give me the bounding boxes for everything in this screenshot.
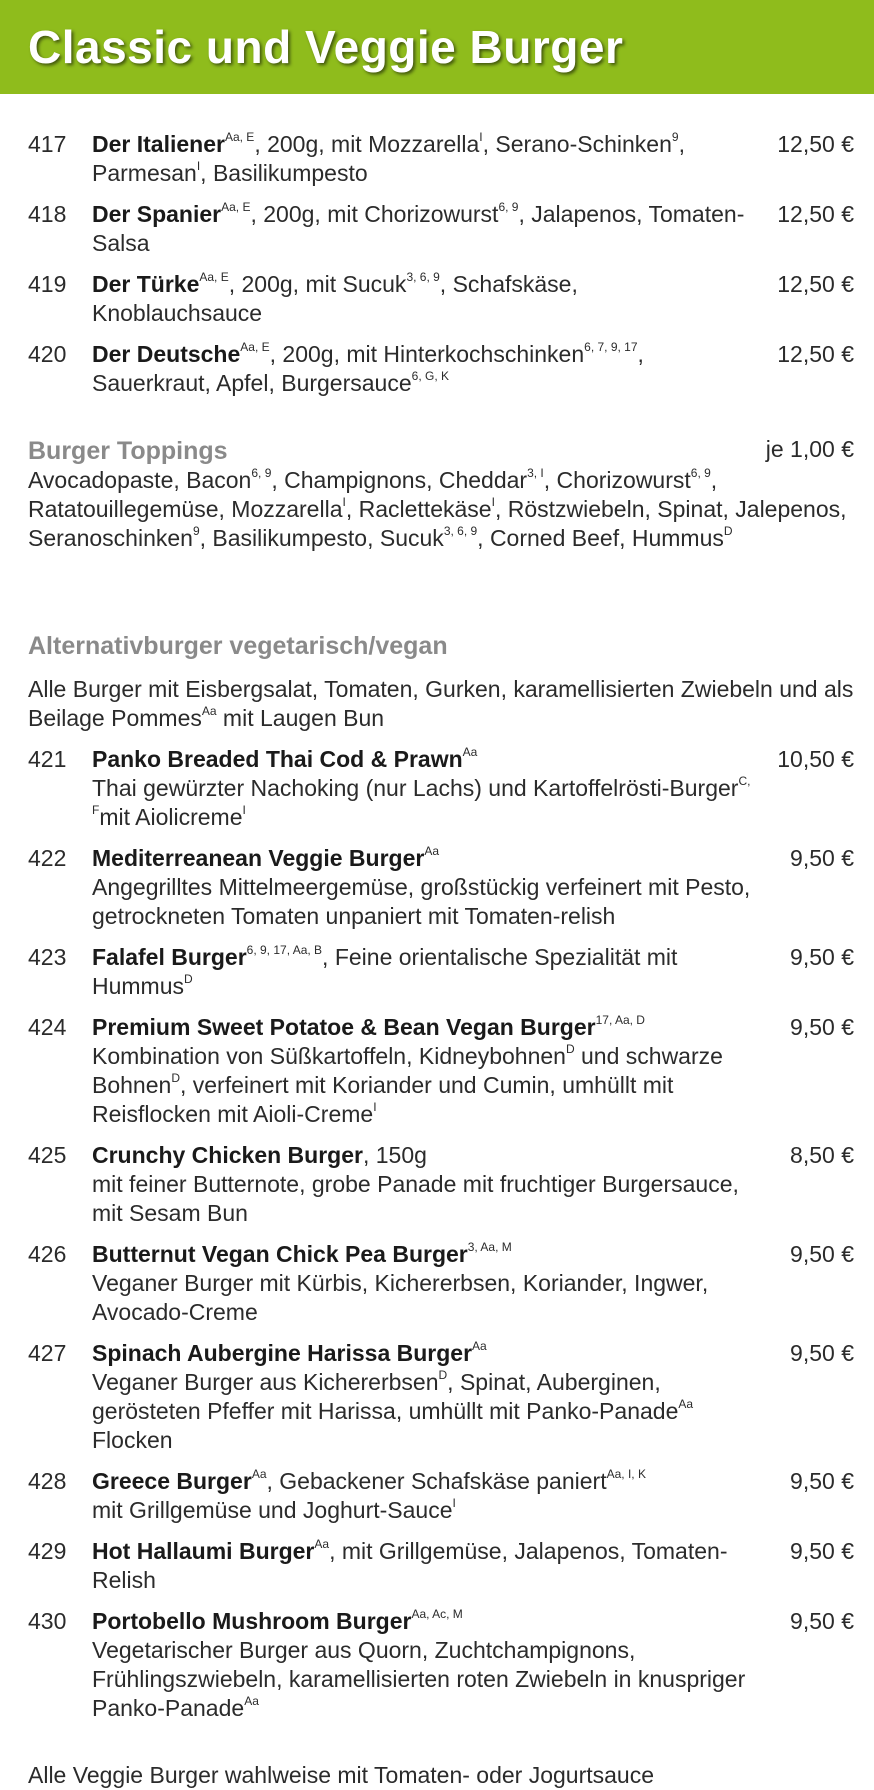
item-price: 10,50 € (777, 746, 854, 772)
item-name: Der Deutsche (92, 341, 241, 367)
text-fragment: Veganer Burger aus Kichererbsen (92, 1369, 439, 1395)
text-fragment: , Chorizowurst (543, 467, 691, 493)
allergen-marker: Aa, Ac, M (411, 1607, 463, 1622)
veggie-title: Alternativburger vegetarisch/vegan (28, 632, 448, 660)
item-description (92, 745, 754, 832)
allergen-marker: Aa, E (221, 200, 251, 215)
item-name: Crunchy Chicken Burger (92, 1142, 363, 1168)
allergen-marker: Aa (244, 1694, 259, 1709)
text-fragment: , Corned Beef, Hummus (477, 525, 724, 551)
text-fragment: , Sauerkraut, Apfel, Burgersauce (92, 341, 644, 396)
allergen-marker: I (452, 1496, 456, 1511)
allergen-marker: Aa, E (240, 340, 270, 355)
text-fragment: , Spinat, Auberginen, gerösteten Pfeffer mit Harissa, umhüllt mit Panko-Panade (92, 1369, 679, 1424)
item-description (92, 200, 754, 258)
page-title: Classic und Veggie Burger (28, 21, 624, 73)
allergen-marker: 9 (671, 130, 679, 145)
item-name: Hot Hallaumi Burger (92, 1538, 315, 1564)
text-fragment: , mit Grillgemüse, Jalapenos, Tomaten-Relish (92, 1538, 728, 1593)
text-fragment: Thai gewürzter Nachoking (nur Lachs) und Kartoffelrösti-Burger (92, 775, 739, 801)
text-fragment: mit Grillgemüse und Joghurt-Sauce (92, 1497, 453, 1523)
text-fragment: , Schafskäse, Knoblauchsauce (92, 271, 578, 326)
menu-item (28, 1339, 854, 1455)
allergen-marker: Aa (462, 745, 478, 760)
menu-content (28, 130, 854, 1790)
item-price: 12,50 € (777, 131, 854, 157)
menu-item (28, 745, 854, 832)
veggie-burger-list (28, 745, 854, 1723)
text-fragment: , 200g, mit Chorizowurst (250, 201, 499, 227)
item-number: 427 (28, 1340, 67, 1366)
item-price: 9,50 € (790, 1241, 854, 1267)
allergen-marker: D (723, 524, 733, 539)
allergen-marker: C, F (92, 774, 751, 818)
item-number: 429 (28, 1538, 67, 1564)
allergen-marker: 6, 9 (251, 466, 272, 481)
text-fragment: , Raclettekäse (345, 496, 492, 522)
item-description (92, 1607, 754, 1723)
item-description (92, 1339, 754, 1455)
allergen-marker: I (479, 130, 483, 145)
item-price: 9,50 € (790, 1014, 854, 1040)
text-fragment: Kombination von Süßkartoffeln, Kidneybohnen (92, 1043, 566, 1069)
menu-item (28, 200, 854, 258)
menu-item (28, 130, 854, 188)
text-fragment: , Champignons, Cheddar (271, 467, 528, 493)
allergen-marker: D (184, 972, 193, 987)
item-name: Premium Sweet Potatoe & Bean Vegan Burger (92, 1014, 596, 1040)
allergen-marker: 6, 9 (498, 200, 519, 215)
menu-item (28, 943, 854, 1001)
text-fragment: Vegetarischer Burger aus Quorn, Zuchtchampignons, Frühlingszwiebeln, karamellisierten roten Zwiebeln in knuspriger Panko-Panade (92, 1637, 746, 1721)
item-description (92, 130, 754, 188)
text-fragment: , Röstzwiebeln, Spinat, Jalepenos, Seranoschinken (28, 496, 847, 551)
allergen-marker: 3, I (527, 466, 544, 481)
item-price: 9,50 € (790, 845, 854, 871)
item-price: 9,50 € (790, 1538, 854, 1564)
item-number: 419 (28, 271, 67, 297)
item-number: 430 (28, 1608, 67, 1634)
text-fragment: , Basilikumpesto (200, 160, 368, 186)
item-price: 8,50 € (790, 1142, 854, 1168)
item-name: Portobello Mushroom Burger (92, 1608, 412, 1634)
item-name: Butternut Vegan Chick Pea Burger (92, 1241, 468, 1267)
item-name: Mediterreanean Veggie Burger (92, 845, 425, 871)
text-fragment: Alle Burger mit Eisbergsalat, Tomaten, Gurken, karamellisierten Zwiebeln und als Beilage Pommes (28, 676, 854, 731)
text-fragment: , verfeinert mit Koriander und Cumin, umhüllt mit Reisflocken mit Aioli-Creme (92, 1072, 674, 1127)
allergen-marker: I (196, 159, 201, 174)
veggie-section (28, 631, 854, 1723)
item-number: 428 (28, 1468, 67, 1494)
allergen-marker: 6, 7, 9, 17 (584, 340, 638, 355)
text-fragment: Angegrillt﻿es Mittelmeergemüse, großstückig verfeinert mit Pesto, getrockneten Tomaten unpaniert mit Tomaten-relish (92, 874, 751, 929)
allergen-marker: I (491, 495, 495, 510)
menu-item (28, 844, 854, 931)
menu-item (28, 1141, 854, 1228)
item-description (92, 844, 754, 931)
text-fragment: , Feine orientalische Spezialität mit Hummus (92, 944, 678, 999)
item-name: Spinach Aubergine Harissa Burger (92, 1340, 473, 1366)
item-name: Greece Burger (92, 1468, 252, 1494)
allergen-marker: 3, 6, 9 (406, 270, 440, 285)
item-price: 12,50 € (777, 271, 854, 297)
item-name: Der Spanier (92, 201, 222, 227)
item-number: 421 (28, 746, 67, 772)
menu-item (28, 1013, 854, 1129)
text-fragment: und schwarze Bohnen (92, 1043, 723, 1098)
item-number: 423 (28, 944, 67, 970)
toppings-title: Burger Toppings (28, 437, 228, 465)
text-fragment: Avocadopaste, Bacon (28, 467, 252, 493)
item-name: Der Italiener (92, 131, 225, 157)
item-name: Panko Breaded Thai Cod & Prawn (92, 746, 463, 772)
item-description (92, 340, 754, 398)
allergen-marker: Aa (472, 1339, 487, 1354)
text-fragment: mit Aiolicreme (99, 804, 243, 830)
allergen-marker: I (342, 495, 346, 510)
allergen-marker: D (171, 1071, 180, 1086)
allergen-marker: 17, Aa, D (595, 1013, 645, 1028)
text-fragment: , Gebackener Schafskäse paniert (266, 1468, 607, 1494)
allergen-marker: 6, G, K (411, 369, 449, 384)
allergen-marker: I (242, 803, 246, 818)
text-fragment: mit feiner Butternote, grobe Panade mit fruchtiger Burgersauce, mit Sesam Bun (92, 1171, 739, 1226)
menu-item (28, 340, 854, 398)
text-fragment: , Serano-Schinken (482, 131, 672, 157)
item-description (92, 270, 754, 328)
item-number: 420 (28, 341, 67, 367)
text-fragment: , 200g, mit Hinterkochschinken (269, 341, 585, 367)
menu-item (28, 1607, 854, 1723)
text-fragment: Flocken (92, 1427, 173, 1453)
allergen-marker: Aa (424, 844, 440, 859)
veggie-intro (28, 675, 854, 733)
classic-burger-list (28, 130, 854, 398)
menu-item (28, 1537, 854, 1595)
toppings-section (28, 436, 854, 553)
allergen-marker: 9 (192, 524, 200, 539)
footer-note: Alle Veggie Burger wahlweise mit Tomaten- oder Jogurtsauce (28, 1762, 655, 1788)
allergen-marker: Aa (314, 1537, 330, 1552)
item-number: 425 (28, 1142, 67, 1168)
allergen-marker: 6, 9 (690, 466, 711, 481)
allergen-marker: Aa, E (224, 130, 255, 145)
text-fragment: Veganer Burger mit Kürbis, Kichererbsen, Koriander, Ingwer, Avocado-Creme (92, 1270, 709, 1325)
item-description (92, 1013, 754, 1129)
item-price: 9,50 € (790, 944, 854, 970)
text-fragment: , Ratatouillegemüse, Mozzarella (28, 467, 718, 522)
text-fragment: , Basilikumpesto, Sucuk (199, 525, 444, 551)
text-fragment: mit Laugen Bun (216, 705, 385, 731)
item-description (92, 943, 754, 1001)
allergen-marker: Aa (201, 704, 217, 719)
item-number: 424 (28, 1014, 67, 1040)
menu-item (28, 1240, 854, 1327)
menu-item (28, 1467, 854, 1525)
item-price: 9,50 € (790, 1608, 854, 1634)
allergen-marker: Aa, I, K (606, 1467, 646, 1482)
item-number: 418 (28, 201, 67, 227)
item-description (92, 1467, 754, 1525)
allergen-marker: I (373, 1100, 377, 1115)
item-description (92, 1240, 754, 1327)
allergen-marker: D (438, 1368, 448, 1383)
item-price: 12,50 € (777, 341, 854, 367)
allergen-marker: Aa, E (199, 270, 229, 285)
allergen-marker: 6, 9, 17, Aa, B (246, 943, 323, 958)
item-price: 9,50 € (790, 1468, 854, 1494)
toppings-price: je 1,00 € (765, 436, 854, 462)
item-description (92, 1537, 754, 1595)
item-price: 9,50 € (790, 1340, 854, 1366)
item-name: Der Türke (92, 271, 200, 297)
item-price: 12,50 € (777, 201, 854, 227)
allergen-marker: Aa (678, 1397, 694, 1412)
allergen-marker: 3, 6, 9 (443, 524, 478, 539)
text-fragment: , Parmesan (92, 131, 685, 186)
item-number: 426 (28, 1241, 67, 1267)
text-fragment: , 150g (362, 1142, 427, 1168)
allergen-marker: 3, Aa, M (467, 1240, 512, 1255)
text-fragment: , Jalapenos, Tomaten-Salsa (92, 201, 745, 256)
allergen-marker: Aa (251, 1467, 267, 1482)
item-name: Falafel Burger (92, 944, 247, 970)
header-bar (0, 0, 874, 94)
menu-item (28, 270, 854, 328)
allergen-marker: D (565, 1042, 575, 1057)
text-fragment: , 200g, mit Mozzarella (254, 131, 480, 157)
item-number: 417 (28, 131, 67, 157)
item-description (92, 1141, 754, 1228)
item-number: 422 (28, 845, 67, 871)
toppings-list (28, 466, 854, 553)
text-fragment: , 200g, mit Sucuk (228, 271, 407, 297)
